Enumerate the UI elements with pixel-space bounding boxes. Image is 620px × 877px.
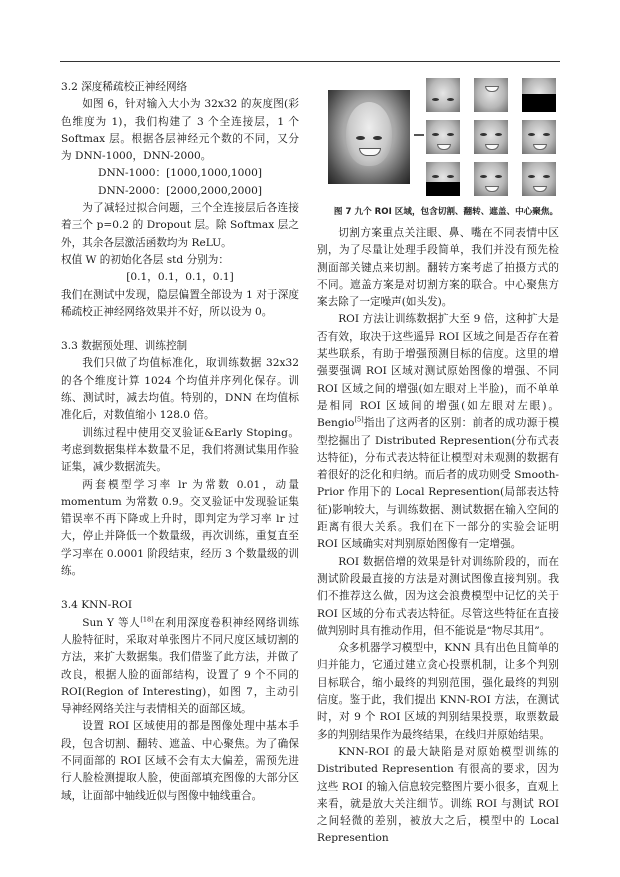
- paragraph: 两套模型学习率 lr 为常数 0.01，动量 momentum 为常数 0.9。交叉验证中发现验证集错误率不再下降或上升时，即判定为学习率 lr 过大，停止并降低一个数量级，再次训练，重复直至学习率在 0.0001 阶段结束，经历 3 个数量级的训练。: [61, 478, 299, 578]
- dnn-2000-config: DNN-2000：[2000,2000,2000]: [97, 184, 263, 197]
- std-values: [0.1，0.1，0.1，0.1]: [126, 271, 234, 284]
- paragraph: 训练过程中使用交叉验证&Early Stoping。考虑到数据集样本数量不足，我们将测试集用作验证集，减少数据流失。: [61, 426, 299, 474]
- roi-tile-whole: [522, 162, 556, 196]
- original-face-image: [328, 90, 410, 184]
- roi-tile-flip: [474, 120, 508, 154]
- paragraph: ROI 数据倍增的效果是针对训练阶段的，而在测试阶段最直接的方法是对测试图像直接判别。我们不推荐这么做，因为这会浪费模型中记忆的关于 ROI 区域的分布式表达特征。尽管这些特征在直接做判别时具有推动作用，但不能说是“物尽其用”。: [317, 555, 559, 637]
- paragraph: [61, 615, 299, 719]
- text-span: ROI 方法让训练数据扩大至 9 倍，这种扩大是否有效，取决于这些遥异 ROI 区域之间是否存在着某些联系，有助于增强预测目标的信度。这里的增强要强调 ROI 区域对测试原始图像的增强、不同 ROI 区域之间的增强(如左眼对上半脸)，而不单单是相同 ROI 区域间的增强(如左眼对左眼)。Bengio: [317, 313, 559, 430]
- roi-tile-crop-right: [522, 120, 556, 154]
- section-heading-3-3: 3.3 数据预处理、训练控制: [61, 340, 188, 353]
- text-span: 指出了这两者的区别：前者的成功源于模型挖掘出了 Distributed Represention(分布式表达特征)，分布式表达特征让模型对未观测的数据有着很好的泛化和归纳。而后者的成功则受 Smooth-Prior 作用下的 Local Represention(局部表达特征)影响较大，与训练数据、测试数据在输入空间的距离有很大关系。我们在下一部分的实验会证明 ROI 区域确实对判别原始图像有一定增强。: [317, 417, 559, 551]
- right-column: [317, 225, 559, 848]
- text-span: 在利用深度卷积神经网络训练人脸特征时，采取对单张图片不同尺度区域切割的方法，来扩大数据集。我们借鉴了此方法，并做了改良，根据人脸的面部结构，设置了 9 个不同的 ROI(Region of Interesting)，如图 7，主动引导神经网络关注与表情相关的面部区域。: [61, 616, 299, 716]
- paragraph: 我们只做了均值标准化，取训练数据 32x32 的各个维度计算 1024 个均值并序列化保存。训练、测试时，减去均值。特别的，DNN 在均值标准化后，对数值缩小 128.0 倍。: [61, 357, 299, 422]
- paragraph: 众多机器学习模型中，KNN 具有出色且简单的归并能力，它通过建立贪心投票机制，让多个判别目标联合，缩小最终的判别范围，强化最终的判别信度。鉴于此，我们提出 KNN-ROI 方法，在测试时，对 9 个 ROI 区域的判别结果投票，取票数最多的判别结果作为最终结果，在线归并原始结果。: [317, 642, 559, 741]
- arrow-icon: [414, 134, 424, 136]
- figure-7-caption: 图 7 九个 ROI 区域，包含切割、翻转、遮盖、中心聚焦。: [333, 207, 559, 217]
- roi-tile-center-focus: [474, 162, 508, 196]
- roi-tile-crop-lower: [474, 78, 508, 112]
- figure-7-roi-grid: [328, 78, 558, 196]
- paragraph: 如图 6，针对输入大小为 32x32 的灰度图(彩色维度为 1)，我们构建了 3 个全连接层，1 个 Softmax 层。根据各层神经元个数的不同，又分为 DNN-1000，DNN-2000。: [61, 98, 299, 163]
- section-heading-3-2: 3.2 深度稀疏校正神经网络: [61, 81, 188, 93]
- roi-tile-crop-upper: [426, 78, 460, 112]
- roi-tile-crop-left: [426, 120, 460, 154]
- left-column: [61, 79, 299, 805]
- paragraph: [317, 311, 559, 553]
- paragraph: 设置 ROI 区域使用的都是图像处理中基本手段，包含切割、翻转、遮盖、中心聚焦。为了确保不同面部的 ROI 区域不会有太大偏差，需预先进行人脸检测提取人脸，使面部填充图像的大部分区域，让面部中轴线近似与图像中轴线重合。: [61, 720, 299, 802]
- citation-ref: [5]: [354, 415, 364, 424]
- header-rule: [60, 61, 560, 62]
- roi-tile-mask-eyes: [522, 78, 556, 112]
- paragraph: 切割方案重点关注眼、鼻、嘴在不同表情中区别，为了尽量让处理手段简单，我们并没有预先检测面部关键点来切割。翻转方案考虑了拍摄方式的不同。遮盖方案是对切割方案的联合。中心聚焦方案去除了一定噪声(如头发)。: [317, 227, 559, 309]
- paragraph: 为了减轻过拟合问题，三个全连接层后各连接着三个 p=0.2 的 Dropout 层。除 Softmax 层之外，其余各层激活函数均为 ReLU。: [61, 202, 299, 249]
- paragraph: 我们在测试中发现，隐层偏置全部设为 1 对于深度稀疏校正神经网络效果并不好，所以设为 0。: [61, 288, 299, 318]
- paragraph: KNN-ROI 的最大缺陷是对原始模型训练的 Distributed Represention 有很高的要求，因为这些 ROI 的输入信息较完整图片要小很多，直观上来看，就是放大关注细节。训练 ROI 与测试 ROI 之间轻微的差别，被放大之后，模型中的 Local Represention: [317, 745, 559, 845]
- roi-tile-mask-lower: [426, 162, 460, 196]
- text-span: Sun Y 等人: [82, 616, 141, 629]
- dnn-1000-config: DNN-1000：[1000,1000,1000]: [97, 167, 263, 180]
- section-heading-3-4: 3.4 KNN-ROI: [61, 599, 133, 612]
- paragraph: 权值 W 的初始化各层 std 分别为：: [61, 253, 229, 266]
- citation-ref: [18]: [140, 615, 154, 624]
